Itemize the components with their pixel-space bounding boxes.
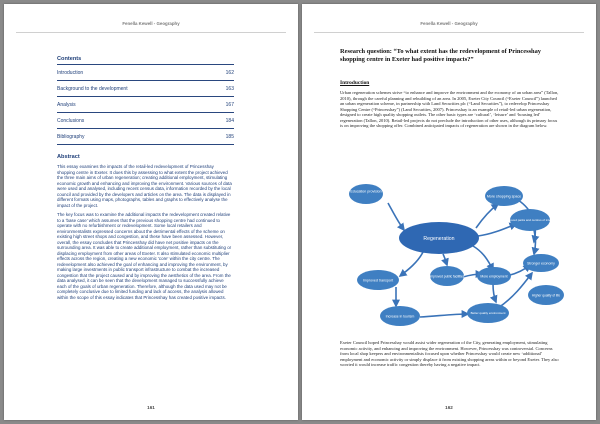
toc-label: Analysis (57, 102, 76, 108)
connector (476, 204, 498, 228)
header-rule (16, 32, 286, 33)
node-label: Improved transport (362, 278, 394, 283)
toc-label: Conclusions (57, 118, 85, 124)
introduction-paragraph: Urban regeneration schemes strive “to enhance and improve the environment and the economy of an urban area” (Tallon, 2010), through the careful planning and rebuilding of an area. In 2005, Exeter City Council (“Exeter Council”) launched an urban regeneration scheme, in partnership with Land Securities plc (“Land Securities”), to redevelop Princesshay Shopping Centre (“Princesshay”) (Land Securities, 2007). Princesshay is an example of retail-led urban regeneration, designed to create high quality shopping outlets. The other basic types are ‘cultural’, ‘leisure’ and ‘housing led’ regeneration (Tallon, 2010). Retail-led projects do not preclude the introduction of other uses, although its primary focus is on improving the shopping offer. Combined anticipated impacts of regeneration are shown in the diagram below. (340, 90, 559, 129)
diagram-node-shopping (485, 186, 523, 206)
toc-page-number: 167 (225, 102, 234, 108)
connector (400, 252, 423, 276)
node-label: More employment (480, 274, 508, 279)
toc-page-number: 184 (225, 118, 234, 124)
connector (443, 254, 447, 265)
page-number: 161 (147, 405, 155, 410)
node-label: Better quality environment (470, 311, 506, 315)
node-label: More shopping space (486, 194, 522, 199)
connector (478, 224, 516, 236)
diagram-node-public-facilities (430, 266, 465, 286)
running-head: Fenella Kewell - Geography (122, 21, 180, 26)
page-number: 162 (445, 405, 453, 410)
toc-label: Bibliography (57, 134, 85, 140)
diagram-node-transport (357, 270, 399, 290)
diagram-node-tourism (380, 306, 420, 326)
diagram-node-employment (477, 267, 511, 285)
connector (473, 246, 493, 270)
connector (493, 284, 496, 302)
connector (388, 203, 404, 230)
left-page (4, 4, 298, 420)
toc-row (57, 128, 234, 145)
contents-heading: Contents (57, 56, 82, 62)
node-label: Higher quality of life (532, 293, 560, 298)
toc-row (57, 112, 234, 128)
connector (420, 314, 468, 317)
diagram-node-environment (467, 303, 509, 323)
toc-label: Background to the development (57, 86, 128, 92)
node-label: Increase in tourism (385, 314, 415, 319)
diagram-node-economy (523, 254, 559, 272)
toc-page-number: 163 (225, 86, 234, 92)
node-label: Stronger economy (527, 261, 555, 266)
toc-row (57, 80, 234, 96)
table-of-contents (57, 56, 234, 145)
node-label: Improved parks and centres of interest (504, 218, 556, 222)
research-question-heading: Research question: “To what extent has the redevelopment of Princesshay shopping centre in Exeter had positive impacts?” (340, 48, 541, 63)
abstract-body (57, 164, 233, 304)
toc-page-number: 162 (225, 70, 234, 76)
center-label: Regeneration (423, 236, 455, 242)
abstract-paragraph: The key focus was to examine the additional impacts the redevelopment created relative to a 'base case' which assumes that the previous shopping centre had continued to operate with no refurbishment or redevelopment. Some local retailers and environmentalists expressed concerns about the detrimental effects of the scheme on existing high street shops and congestion, and these have been assessed. However, overall, the essay concludes that Princesshay did have net positive impacts on the surrounding area. It was able to create additional employment, rather than substituting or displacing employment from other areas of Exeter. It also stimulated economic multiplier effects across the region, creating a new economic 'core' within the city centre. The redevelopment also achieved the goal of enhancing and improving the environment, by making large investments in public transport infrastructure to combat the increased congestion that the project caused and by improving the aesthetics of the area. From the data analysed, it can be seen that the development managed to successfully achieve each of the goals of urban regeneration. Therefore, although the data used may not be completely conclusive due to limited funding and lack of access, the analysis allowed within the scope of this essay indicates that Princesshay has created positive impacts. (57, 212, 232, 300)
introduction-paragraph: Exeter Council hoped Princesshay would assist wider regeneration of the City, generating employment, stimulating economic activity, and enhancing and improving the environment. However, Princesshay was controversial. Concerns from local shop keepers and environmentalists focused upon whether Princesshay would create new ‘additional’ employment and economic activity or simply displace it from existing shopping areas within or beyond Exeter. They also worried it would increase traffic congestion thereby having a negative impact. (340, 340, 559, 368)
diagram-node-quality-of-life (528, 285, 564, 305)
diagram-node-parks (504, 209, 555, 231)
toc-page-number: 185 (225, 134, 234, 140)
node-label: Improved public facilities (429, 274, 465, 279)
regeneration-diagram (338, 170, 566, 332)
abstract-heading: Abstract (57, 154, 80, 160)
running-head: Fenella Kewell - Geography (420, 21, 478, 26)
diagram-canvas (338, 170, 566, 332)
introduction-heading: Introduction (340, 80, 370, 86)
diagram-node-center (399, 222, 479, 254)
node-label: Education provision (350, 189, 382, 194)
toc-row (57, 96, 234, 112)
header-rule (314, 32, 584, 33)
right-page (302, 4, 596, 420)
diagram-node-education (349, 184, 383, 204)
abstract-paragraph: This essay examines the impacts of the retail-led redevelopment of Princesshay shopping centre in Exeter. It does this by assessing to what extent the project achieved the three main aims of urban regeneration; creating additional employment, stimulating economic growth and enhancing and improving the environment. Various sources of data were used and analysed, including recent census data, information recorded by the local council and provided by the developers and articles on the area. The data is displayed in different formats using maps, photographs, tables and graphs to effectively analyse the impact of the project. (57, 164, 232, 208)
toc-row (57, 64, 234, 80)
toc-label: Introduction (57, 70, 84, 76)
